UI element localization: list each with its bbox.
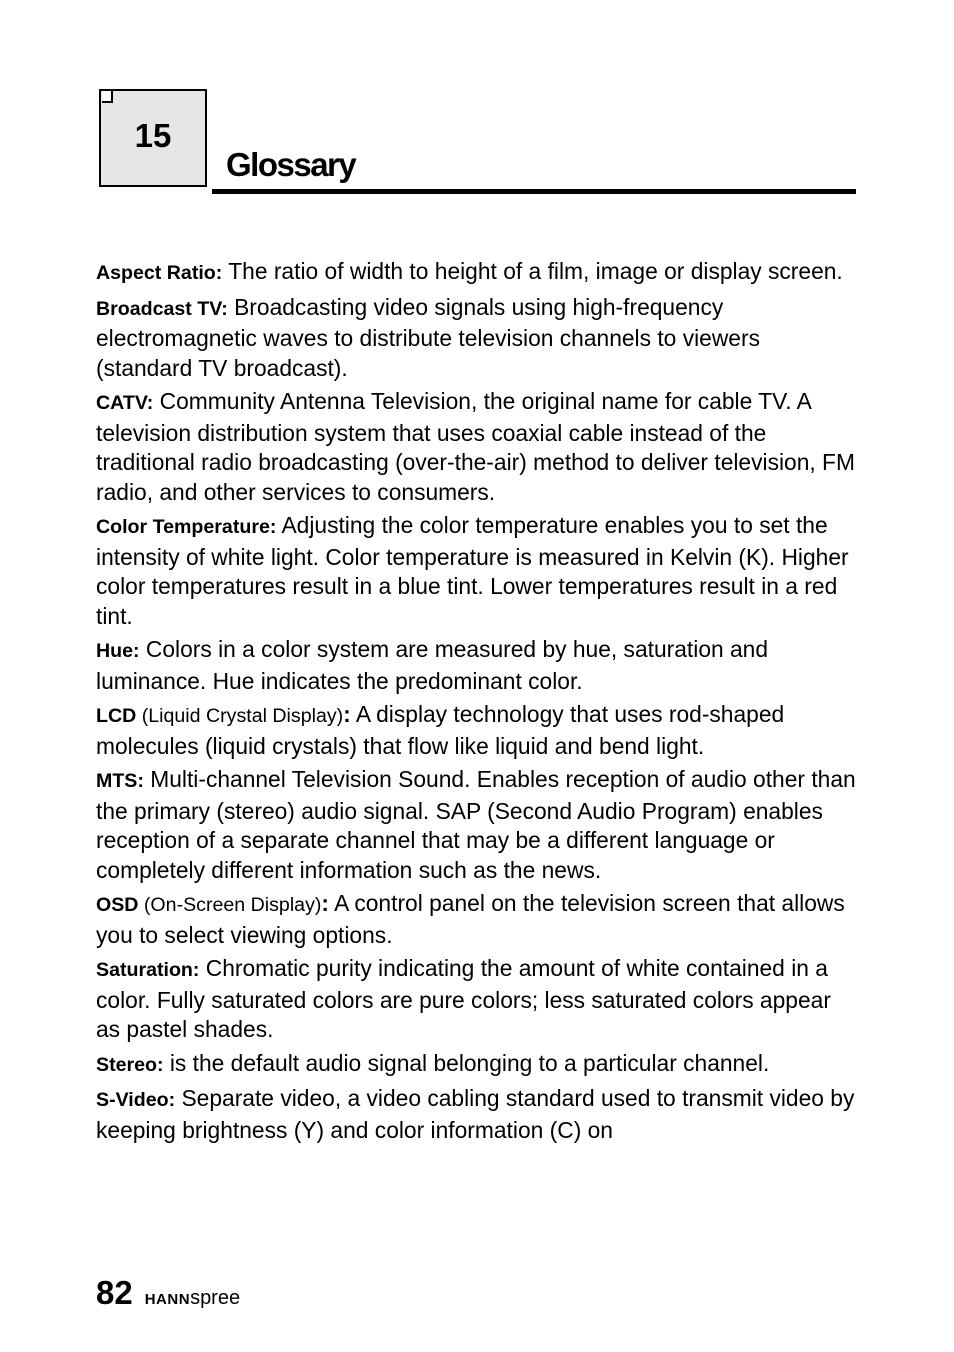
glossary-term: Broadcast TV: [96, 297, 228, 320]
glossary-entry-hue [96, 635, 858, 696]
glossary-entry-s-video [96, 1084, 858, 1145]
brand-logo-bold: HANN [144, 1291, 191, 1308]
glossary-definition: A control panel on the television screen that allows you to select viewing options. [96, 890, 845, 948]
brand-logo [145, 1288, 240, 1308]
glossary-entry-osd [96, 889, 858, 950]
brand-logo-light: spree [190, 1287, 241, 1309]
glossary-definition: Adjusting the color temperature enables you to set the intensity of white light. Color temperature is measured in Kelvin (K). Higher color temperatures result in a blue tint. Lower temperatures result in a red tint. [96, 512, 849, 629]
glossary-entry-aspect-ratio [96, 257, 858, 289]
glossary-term: Aspect Ratio: [96, 262, 223, 284]
page-number: 82 [96, 1274, 133, 1311]
glossary-definition: A display technology that uses rod-shaped molecules (liquid crystals) that flow like liquid and bend light. [96, 701, 785, 759]
glossary-term: CATV: [96, 392, 154, 414]
chapter-title: Glossary [226, 146, 356, 183]
glossary-definition: Separate video, a video cabling standard used to transmit video by keeping brightness (Y) and color information (C) on [96, 1085, 855, 1143]
glossary-term: S-Video: [96, 1089, 176, 1111]
glossary-term: Stereo: [96, 1053, 164, 1076]
glossary-entry-mts [96, 765, 858, 885]
glossary-list [96, 257, 858, 1149]
glossary-term-expansion: (Liquid Crystal Display) [136, 705, 344, 727]
glossary-term: Color Temperature: [96, 516, 277, 538]
glossary-term: OSD [96, 894, 139, 916]
glossary-definition: The ratio of width to height of a film, image or display screen. [222, 258, 843, 284]
glossary-term-colon: : [343, 701, 351, 727]
glossary-entry-lcd [96, 700, 858, 761]
glossary-definition: Community Antenna Television, the original name for cable TV. A television distribution system that uses coaxial cable instead of the traditional radio broadcasting (over-the-air) method to deliver television, FM radio, and other services to consumers. [96, 388, 855, 505]
glossary-term: Hue: [96, 640, 140, 662]
title-underline [212, 189, 856, 194]
glossary-entry-stereo [96, 1049, 858, 1081]
glossary-entry-broadcast-tv [96, 293, 858, 384]
glossary-definition: Chromatic purity indicating the amount of white contained in a color. Fully saturated colors are pure colors; less saturated colors appear as pastel shades. [96, 955, 831, 1042]
page-footer [96, 1276, 240, 1309]
glossary-definition: Broadcasting video signals using high-frequency electromagnetic waves to distribute television channels to viewers (standard TV broadcast). [96, 293, 760, 381]
glossary-entry-saturation [96, 954, 858, 1045]
glossary-term: Saturation: [96, 959, 200, 981]
glossary-term: MTS: [96, 770, 144, 792]
glossary-definition: Multi-channel Television Sound. Enables reception of audio other than the primary (stereo) audio signal. SAP (Second Audio Program) enables reception of a separate channel that may be a different language or completely different information such as the news. [96, 766, 856, 883]
glossary-term-colon: : [321, 890, 329, 916]
glossary-entry-catv [96, 387, 858, 507]
chapter-number-box [99, 89, 207, 187]
glossary-term-expansion: (On-Screen Display) [138, 894, 322, 916]
chapter-number: 15 [134, 117, 172, 154]
glossary-definition: Colors in a color system are measured by hue, saturation and luminance. Hue indicates the predominant color. [96, 636, 769, 694]
glossary-entry-color-temperature [96, 511, 858, 631]
glossary-term: LCD [96, 705, 137, 727]
glossary-definition: is the default audio signal belonging to a particular channel. [163, 1049, 770, 1076]
